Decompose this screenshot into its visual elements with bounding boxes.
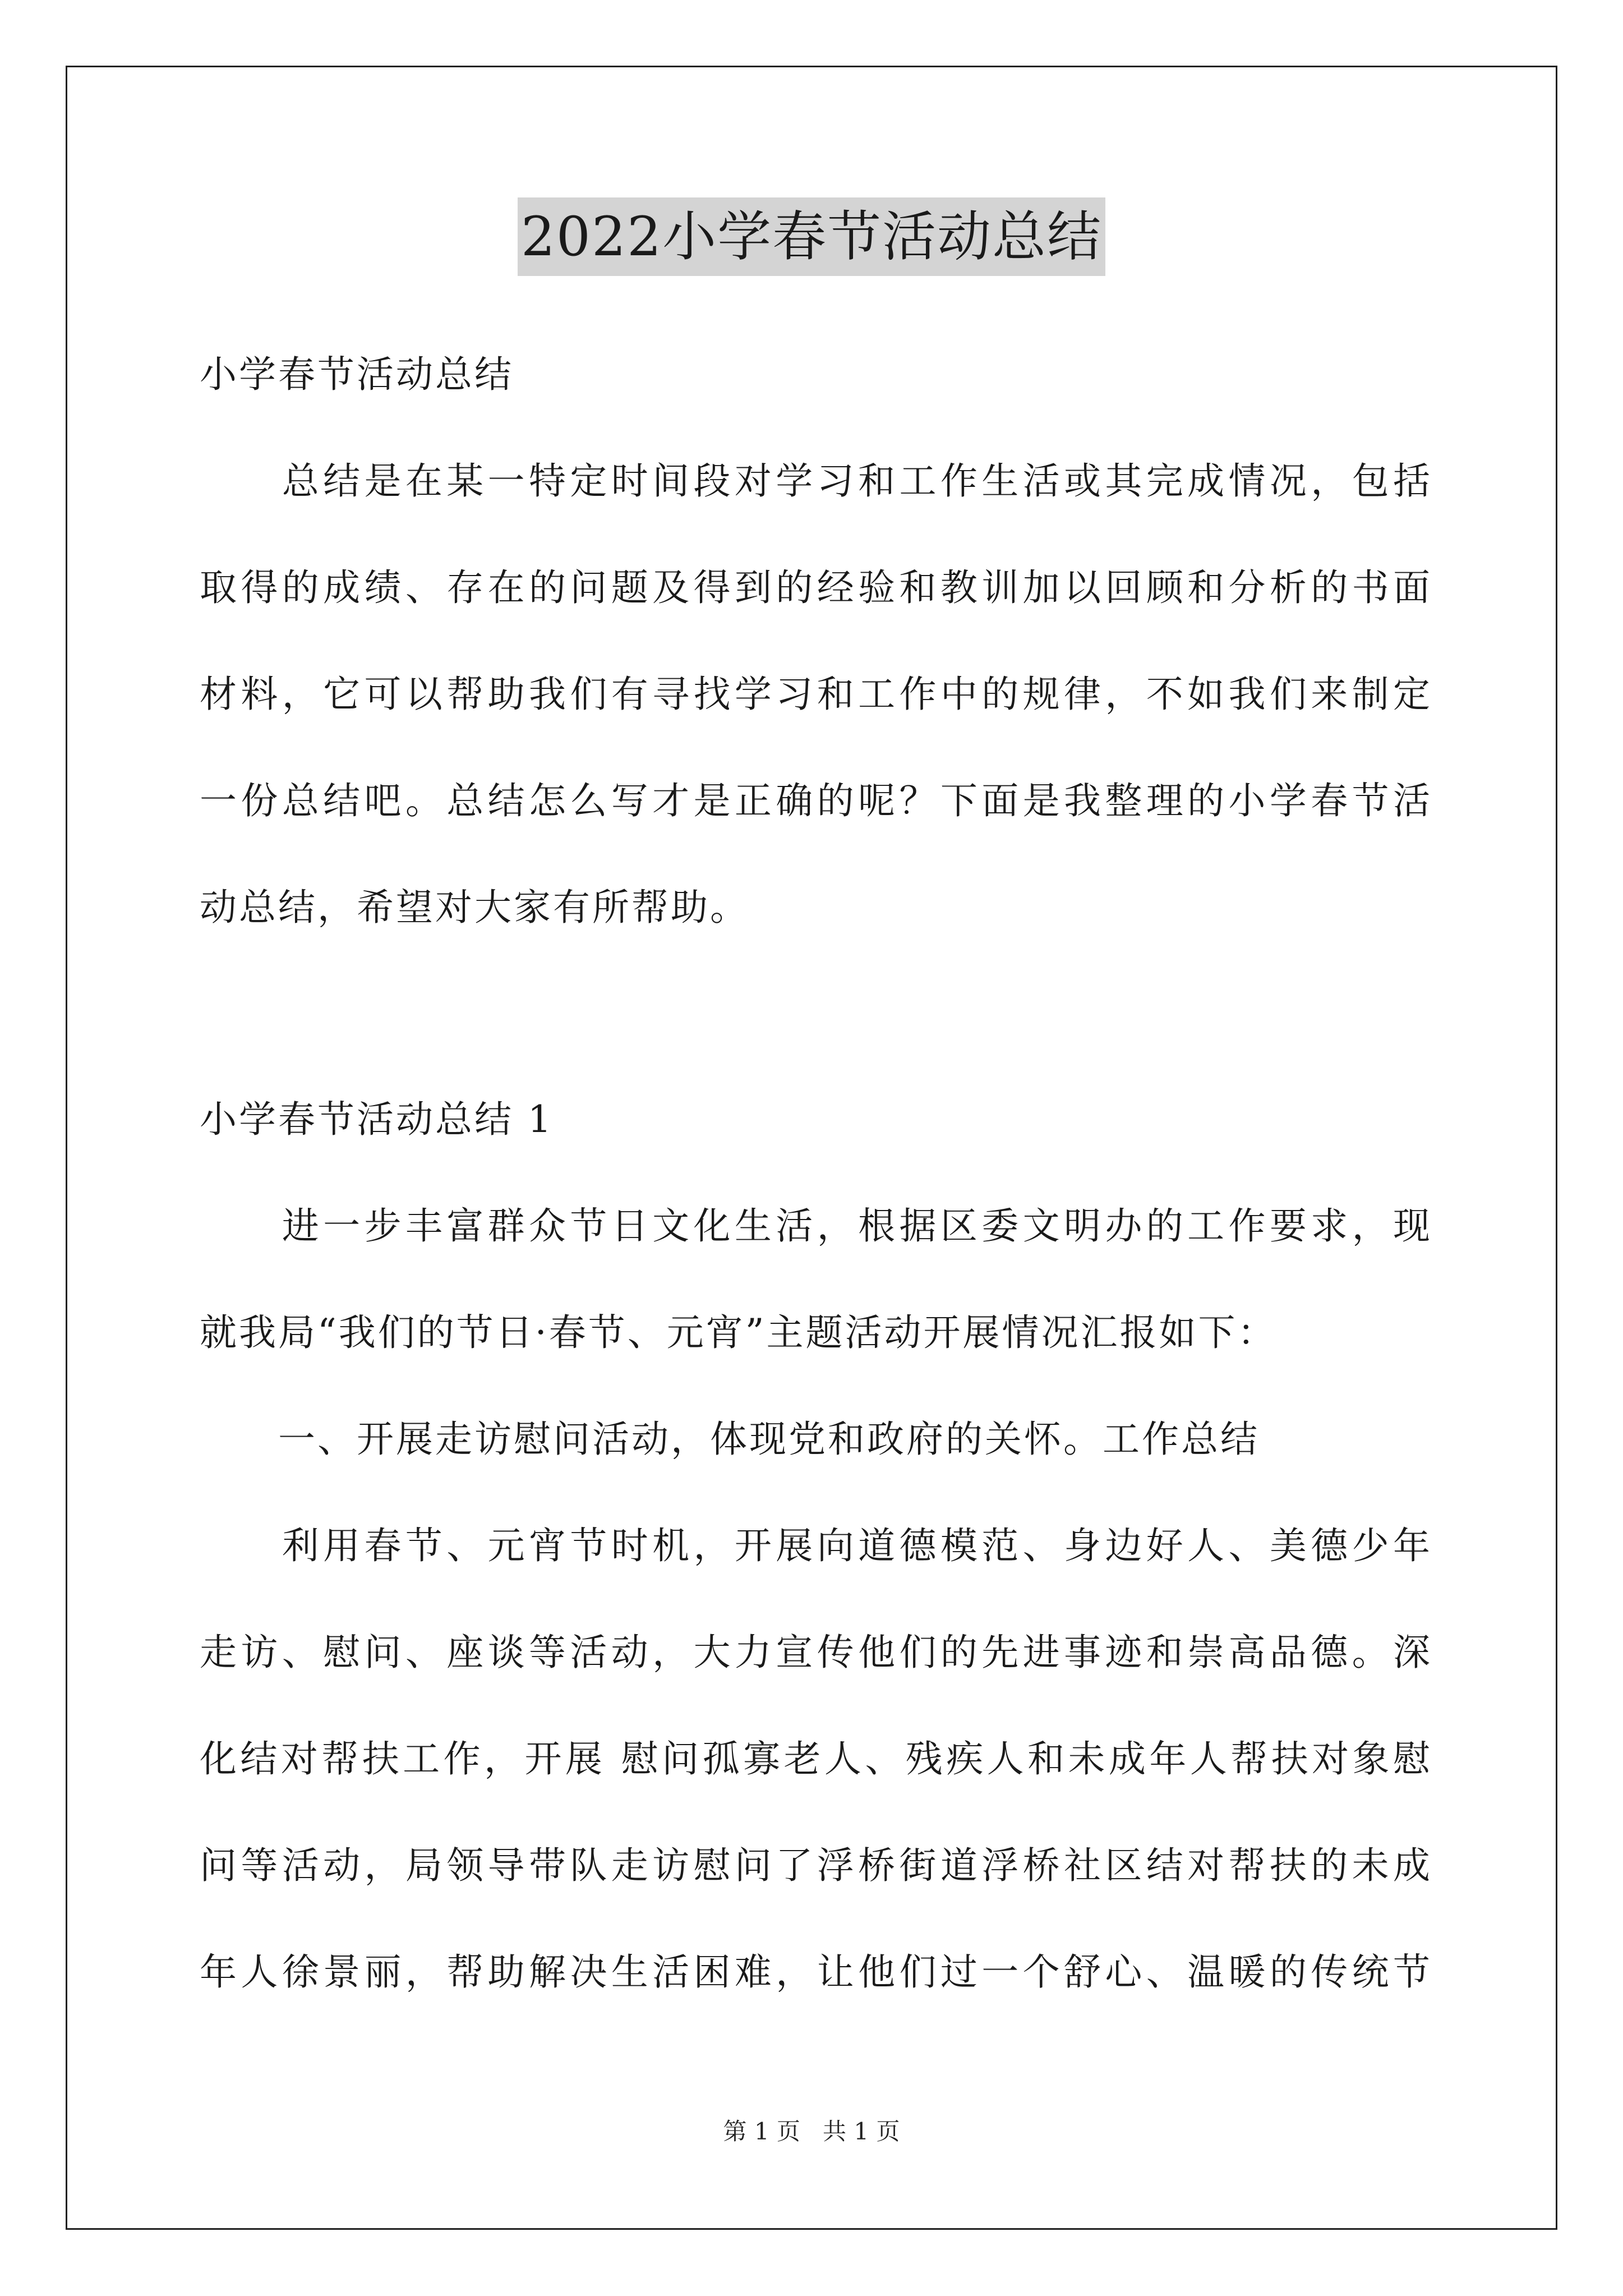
document-title: 2022小学春节活动总结 [518, 197, 1105, 276]
paragraph-line: 一份总结吧。总结怎么写才是正确的呢？下面是我整理的小学春节活 [200, 779, 1430, 822]
paragraph-line: 走访、慰问、座谈等活动，大力宣传他们的先进事迹和崇高品德。深 [200, 1631, 1430, 1674]
section-heading-1: 小学春节活动总结 1 [200, 1098, 554, 1141]
paragraph-line: 一、开展走访慰问活动，体现党和政府的关怀。工作总结 [200, 1418, 1260, 1461]
title-container [0, 197, 1623, 276]
paragraph-line: 总结是在某一特定时间段对学习和工作生活或其完成情况，包括 [200, 459, 1430, 503]
paragraph-line: 化结对帮扶工作，开展 慰问孤寡老人、残疾人和未成年人帮扶对象慰 [200, 1737, 1430, 1780]
section-heading-intro: 小学春节活动总结 [200, 353, 514, 396]
paragraph-line: 问等活动，局领导带队走访慰问了浮桥街道浮桥社区结对帮扶的未成 [200, 1844, 1430, 1887]
paragraph-line: 材料，它可以帮助我们有寻找学习和工作中的规律，不如我们来制定 [200, 673, 1430, 716]
paragraph-line: 进一步丰富群众节日文化生活，根据区委文明办的工作要求，现 [200, 1204, 1430, 1248]
page-footer: 第 1 页 共 1 页 [723, 2118, 900, 2145]
paragraph-line: 取得的成绩、存在的问题及得到的经验和教训加以回顾和分析的书面 [200, 566, 1430, 609]
paragraph-line: 利用春节、元宵节时机，开展向道德模范、身边好人、美德少年 [200, 1524, 1430, 1567]
paragraph-line: 就我局“我们的节日·春节、元宵”主题活动开展情况汇报如下： [200, 1311, 1277, 1354]
paragraph-line: 动总结，希望对大家有所帮助。 [200, 886, 749, 929]
paragraph-line: 年人徐景丽，帮助解决生活困难，让他们过一个舒心、温暖的传统节 [200, 1950, 1430, 1994]
